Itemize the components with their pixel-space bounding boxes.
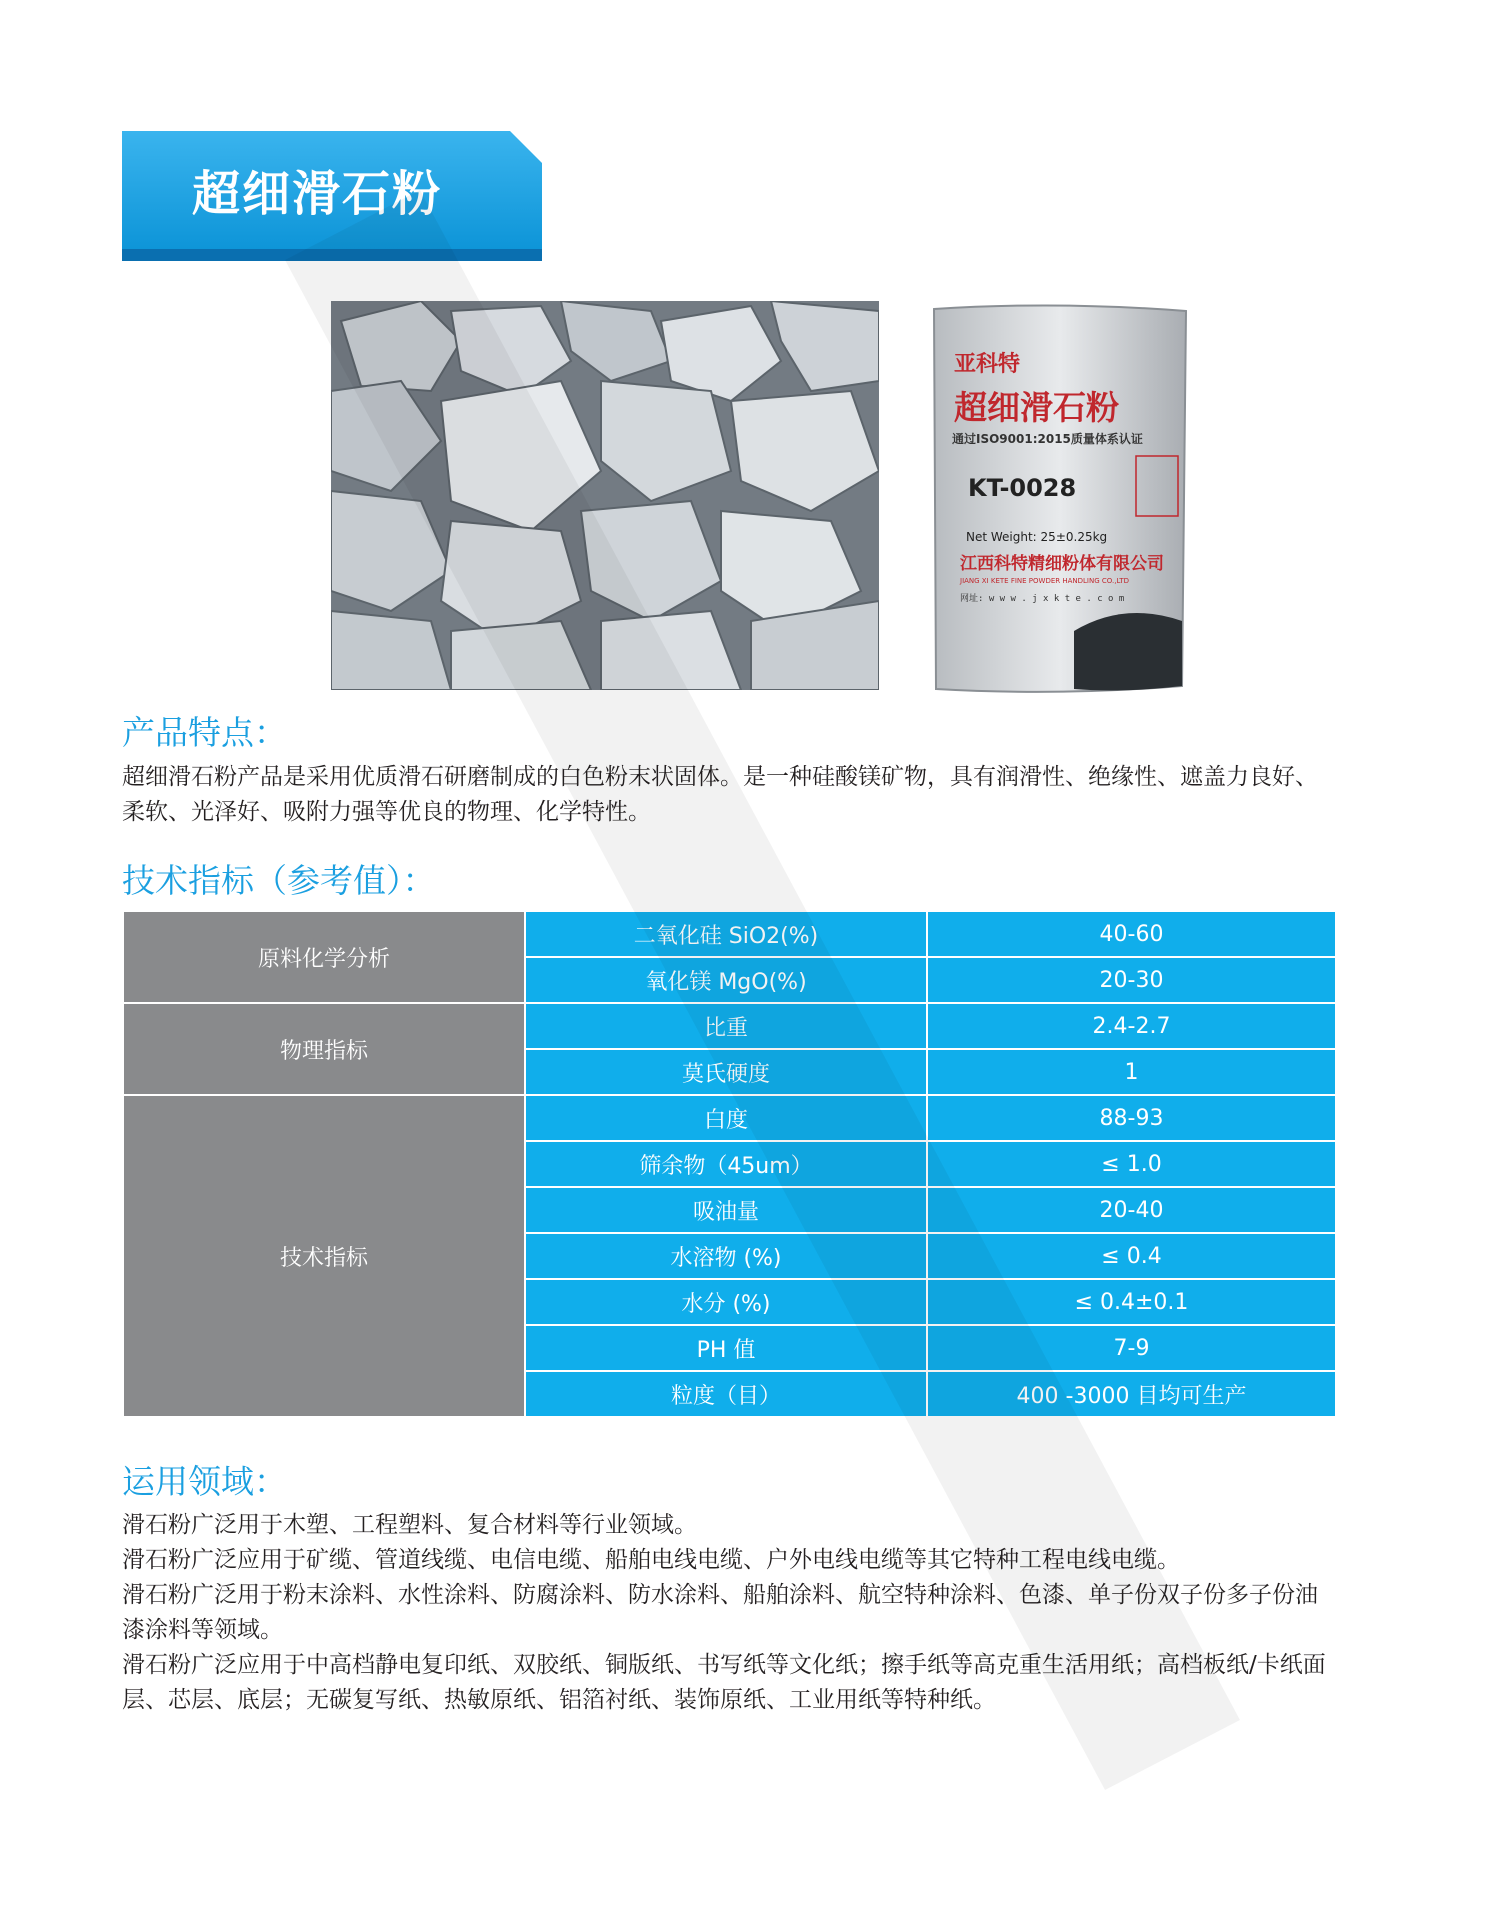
value-cell: 7-9 bbox=[927, 1325, 1336, 1371]
item-cell: 氧化镁 MgO(%) bbox=[525, 957, 927, 1003]
bag-certification: 通过ISO9001:2015质量体系认证 bbox=[952, 432, 1143, 446]
group-cell: 物理指标 bbox=[123, 1003, 525, 1095]
value-cell: ≤ 0.4 bbox=[927, 1233, 1336, 1279]
item-cell: 筛余物（45um） bbox=[525, 1141, 927, 1187]
applications-text bbox=[122, 1508, 1337, 1718]
product-bag-photo bbox=[924, 301, 1193, 696]
applications-line: 滑石粉广泛应用于中高档静电复印纸、双胶纸、铜版纸、书写纸等文化纸；擦手纸等高克重生活用纸；高档板纸/卡纸面层、芯层、底层；无碳复写纸、热敏原纸、铝箔衬纸、装饰原纸、工业用纸等特种纸。 bbox=[122, 1652, 1326, 1713]
value-cell: 2.4-2.7 bbox=[927, 1003, 1336, 1049]
features-text bbox=[122, 760, 1337, 830]
bag-model: KT-0028 bbox=[968, 474, 1077, 502]
table-row bbox=[123, 1003, 1336, 1049]
talc-rocks-photo bbox=[331, 301, 879, 690]
value-cell: 88-93 bbox=[927, 1095, 1336, 1141]
title-banner bbox=[122, 131, 542, 261]
value-cell: 20-30 bbox=[927, 957, 1336, 1003]
item-cell: 水溶物 (%) bbox=[525, 1233, 927, 1279]
spec-table bbox=[122, 910, 1337, 1418]
bag-weight: Net Weight: 25±0.25kg bbox=[966, 530, 1108, 544]
item-cell: 二氧化硅 SiO2(%) bbox=[525, 911, 927, 957]
item-cell: 吸油量 bbox=[525, 1187, 927, 1233]
item-cell: 粒度（目） bbox=[525, 1371, 927, 1417]
applications-line: 滑石粉广泛用于木塑、工程塑料、复合材料等行业领域。 bbox=[122, 1512, 697, 1538]
item-cell: 比重 bbox=[525, 1003, 927, 1049]
table-row bbox=[123, 911, 1336, 957]
applications-heading: 运用领域： bbox=[122, 1462, 287, 1501]
features-heading: 产品特点： bbox=[122, 713, 287, 752]
item-cell: 水分 (%) bbox=[525, 1279, 927, 1325]
page-title: 超细滑石粉 bbox=[192, 166, 443, 222]
bag-company-en: JIANG XI KETE FINE POWDER HANDLING CO.,LTD bbox=[960, 577, 1130, 585]
value-cell: 1 bbox=[927, 1049, 1336, 1095]
group-cell: 技术指标 bbox=[123, 1095, 525, 1417]
value-cell: 40-60 bbox=[927, 911, 1336, 957]
value-cell: 400 -3000 目均可生产 bbox=[927, 1371, 1336, 1417]
item-cell: PH 值 bbox=[525, 1325, 927, 1371]
applications-line: 滑石粉广泛应用于矿缆、管道线缆、电信电缆、船舶电线电缆、户外电线电缆等其它特种工程电线电缆。 bbox=[122, 1547, 1180, 1573]
item-cell: 白度 bbox=[525, 1095, 927, 1141]
value-cell: ≤ 1.0 bbox=[927, 1141, 1336, 1187]
applications-line: 滑石粉广泛用于粉末涂料、水性涂料、防腐涂料、防水涂料、船舶涂料、航空特种涂料、色漆、单子份双子份多子份油漆涂料等领域。 bbox=[122, 1582, 1318, 1643]
specs-heading: 技术指标（参考值）： bbox=[122, 861, 436, 900]
features-paragraph: 超细滑石粉产品是采用优质滑石研磨制成的白色粉末状固体。是一种硅酸镁矿物，具有润滑性、绝缘性、遮盖力良好、柔软、光泽好、吸附力强等优良的物理、化学特性。 bbox=[122, 764, 1318, 825]
bag-website: 网址: w w w . j x k t e . c o m bbox=[960, 594, 1125, 604]
table-row bbox=[123, 1095, 1336, 1141]
value-cell: ≤ 0.4±0.1 bbox=[927, 1279, 1336, 1325]
bag-company: 江西科特精细粉体有限公司 bbox=[960, 554, 1164, 574]
group-cell: 原料化学分析 bbox=[123, 911, 525, 1003]
bag-brand: 亚科特 bbox=[954, 351, 1021, 377]
item-cell: 莫氏硬度 bbox=[525, 1049, 927, 1095]
value-cell: 20-40 bbox=[927, 1187, 1336, 1233]
bag-product: 超细滑石粉 bbox=[954, 388, 1119, 427]
